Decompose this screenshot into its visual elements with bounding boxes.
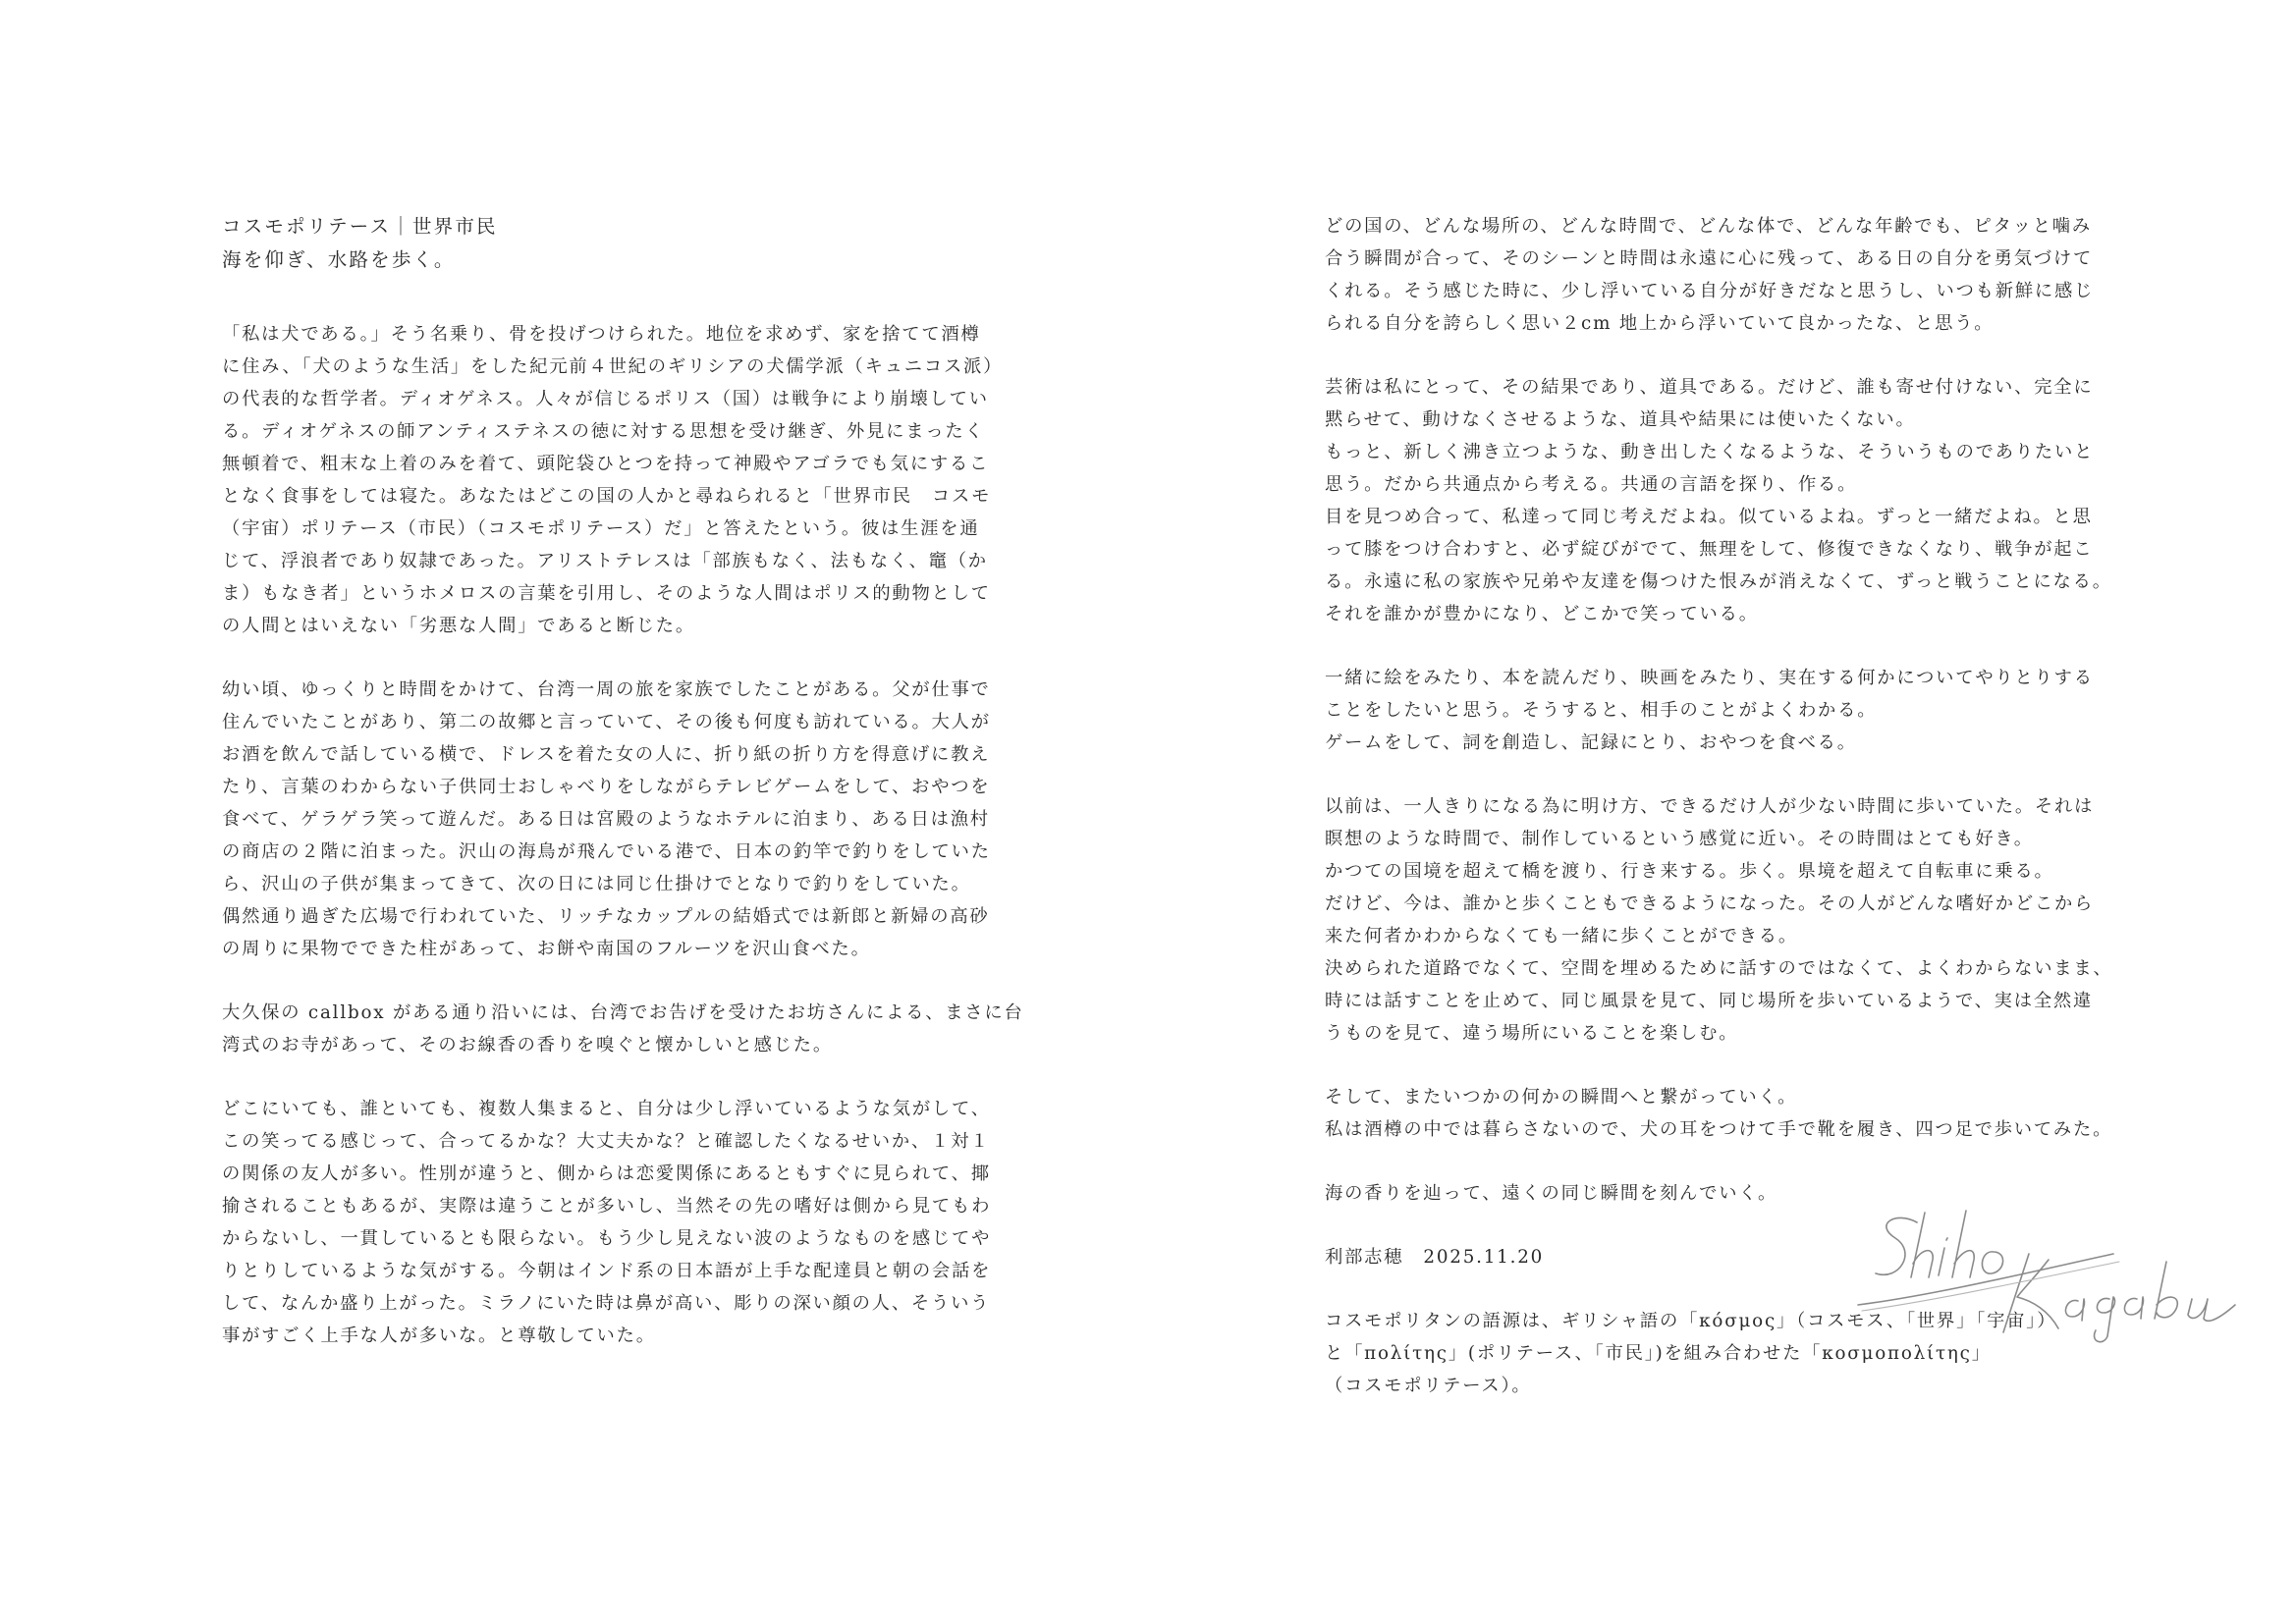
text-line: ゲームをして、詞を創造し、記録にとり、おやつを食べる。 <box>1325 732 1857 753</box>
text-line: それを誰かが豊かになり、どこかで笑っている。 <box>1325 604 1759 624</box>
paragraph-art <box>1325 371 2112 630</box>
text-line: 目を見つめ合って、私達って同じ考えだよね。似ているよね。ずっと一緒だよね。と思 <box>1325 507 2093 527</box>
text-line: お酒を飲んで話している横で、ドレスを着た女の人に、折り紙の折り方を得意げに教え <box>222 744 991 765</box>
spacer <box>222 642 968 674</box>
spacer <box>222 1061 968 1093</box>
text-line: からないし、一貫しているとも限らない。もう少し見えない波のようなものを感じてや <box>222 1228 992 1249</box>
text-line: 偶然通り過ぎた広場で行われていた、リッチなカップルの結婚式では新郎と新婦の高砂 <box>222 906 990 927</box>
text-line: （宇宙）ポリテース（市民）（コスモポリテース）だ」と答えたという。彼は生涯を通 <box>222 518 980 539</box>
left-page <box>222 210 1024 1352</box>
text-line: る。永遠に私の家族や兄弟や友達を傷つけた恨みが消えなくて、ずっと戦うことになる。 <box>1325 571 2112 592</box>
paragraph-friends <box>222 1093 992 1352</box>
text-line: となく食事をしては寝た。あなたはどこの国の人かと尋ねられると「世界市民 コスモ <box>222 486 992 507</box>
spacer <box>1325 1050 2071 1081</box>
text-line: 以前は、一人きりになる為に明け方、できるだけ人が少ない時間に歩いていた。それは <box>1325 796 2095 817</box>
text-line: 時には話すことを止めて、同じ風景を見て、同じ場所を歩いているようで、実は全然違 <box>1325 991 2094 1011</box>
text-line: くれる。そう感じた時に、少し浮いている自分が好きだなと思うし、いつも新鮮に感じ <box>1325 281 2095 301</box>
spacer <box>1325 340 2071 371</box>
text-line: 瞑想のような時間で、制作しているという感覚に近い。その時間はとても好き。 <box>1325 829 2034 849</box>
text-line: 湾式のお寺があって、そのお線香の香りを嗅ぐと懐かしいと感じた。 <box>222 1035 833 1055</box>
text-line: の商店の２階に泊まった。沢山の海鳥が飛んでいる港で、日本の釣竿で釣りをしていた <box>222 841 991 862</box>
text-line: 合う瞬間が合って、そのシーンと時間は永遠に心に残って、ある日の自分を勇気づけて <box>1325 248 2094 269</box>
text-line: たり、言葉のわからない子供同士おしゃべりをしながらテレビゲームをして、おやつを <box>222 777 991 797</box>
spacer <box>222 277 968 318</box>
text-line: る。ディオゲネスの師アンティステネスの徳に対する思想を受け継ぎ、外見にまったく <box>222 421 985 442</box>
paragraph-together <box>1325 662 2094 759</box>
text-line: どの国の、どんな場所の、どんな時間で、どんな体で、どんな年齢でも、ピタッと噛み <box>1325 216 2092 237</box>
text-line: りとりしているような気がする。今朝はインド系の日本語が上手な配達員と朝の会話を <box>222 1261 992 1281</box>
text-line: この笑ってる感じって、合ってるかな？大丈夫かな？と確認したくなるせいか、１対１ <box>222 1131 991 1152</box>
text-line: の周りに果物でできた柱があって、お餅や南国のフルーツを沢山食べた。 <box>222 939 871 959</box>
text-line: 「私は犬である。」そう名乗り、骨を投げつけられた。地位を求めず、家を捨てて酒樽 <box>222 324 981 345</box>
text-line: コスモポリタンの語源は、ギリシャ語の「κόσμος」（コスモス、「世界」「宇宙」） <box>1325 1311 2057 1331</box>
text-line: どこにいても、誰といても、複数人集まると、自分は少し浮いているような気がして、 <box>222 1099 991 1119</box>
text-line: 海の香りを辿って、遠くの同じ瞬間を刻んでいく。 <box>1325 1183 1778 1204</box>
text-line: の代表的な哲学者。ディオゲネス。人々が信じるポリス（国）は戦争により崩壊してい <box>222 389 989 409</box>
handwritten-signature <box>1856 1203 2239 1335</box>
text-line: と「πολίτης」(ポリテース、「市民」)を組み合わせた「κοσμοπολίτης」 <box>1325 1343 1992 1364</box>
text-line: だけど、今は、誰かと歩くこともできるようになった。その人がどんな嗜好かどこから <box>1325 893 2095 914</box>
paragraph-diogenes <box>222 318 1004 642</box>
spacer <box>1325 1146 2071 1177</box>
text-line: 黙らせて、動けなくさせるような、道具や結果には使いたくない。 <box>1325 409 1916 430</box>
text-line: （コスモポリテース）。 <box>1325 1376 1532 1396</box>
text-line: 事がすごく上手な人が多いな。と尊敬していた。 <box>222 1325 656 1346</box>
page-title: コスモポリテース｜世界市民 <box>222 215 498 238</box>
signature-drawing <box>1856 1203 2239 1335</box>
text-line: ら、沢山の子供が集まってきて、次の日には同じ仕掛けでとなりで釣りをしていた。 <box>222 874 971 894</box>
text-line: 揄されることもあるが、実際は違うことが多いし、当然その先の嗜好は側から見てもわ <box>222 1196 992 1217</box>
paragraph-taiwan <box>222 674 991 965</box>
text-line: られる自分を誇らしく思い２cm 地上から浮いていて良かったな、と思う。 <box>1325 313 1995 334</box>
text-line: もっと、新しく沸き立つような、動き出したくなるような、そういうものでありたいと <box>1325 442 2095 462</box>
text-line: うものを見て、違う場所にいることを楽しむ。 <box>1325 1023 1739 1044</box>
text-line: かつての国境を超えて橋を渡り、行き来する。歩く。県境を超えて自転車に乗る。 <box>1325 861 2054 882</box>
text-line: 私は酒樽の中では暮らさないので、犬の耳をつけて手で靴を履き、四つ足で歩いてみた。 <box>1325 1119 2113 1140</box>
text-line: 無頓着で、粗末な上着のみを着て、頭陀袋ひとつを持って神殿やアゴラでも気にするこ <box>222 454 990 474</box>
text-line: 来た何者かわからなくても一緒に歩くことができる。 <box>1325 926 1798 947</box>
page-subtitle: 海を仰ぎ、水路を歩く。 <box>222 248 456 271</box>
spacer <box>1325 630 2071 662</box>
paragraph-connect <box>1325 1081 2113 1146</box>
paragraph-walking <box>1325 790 2113 1050</box>
paragraph-okubo <box>222 997 1024 1061</box>
text-line: じて、浮浪者であり奴隷であった。アリストテレスは「部族もなく、法もなく、竈（か <box>222 551 988 571</box>
text-line: 思う。だから共通点から考える。共通の言語を探り、作る。 <box>1325 474 1858 495</box>
author-date-line: 利部志穂 2025.11.20 <box>1325 1247 1545 1268</box>
text-line: ま）もなき者」というホメロスの言葉を引用し、そのような人間はポリス的動物として <box>222 583 991 604</box>
text-line: 決められた道路でなくて、空間を埋めるために話すのではなくて、よくわからないまま、 <box>1325 958 2113 979</box>
text-line: 住んでいたことがあり、第二の故郷と言っていて、その後も何度も訪れている。大人が <box>222 712 991 732</box>
text-line: 大久保の callbox がある通り沿いには、台湾でお告げを受けたお坊さんによる、まさに台 <box>222 1002 1024 1023</box>
text-line: 食べて、ゲラゲラ笑って遊んだ。ある日は宮殿のようなホテルに泊まり、ある日は漁村 <box>222 809 990 830</box>
paragraph-moment <box>1325 210 2095 340</box>
text-line: そして、またいつかの何かの瞬間へと繋がっていく。 <box>1325 1087 1798 1108</box>
text-line: 一緒に絵をみたり、本を読んだり、映画をみたり、実在する何かについてやりとりする <box>1325 668 2094 688</box>
text-line: に住み、「犬のような生活」をした紀元前４世紀のギリシアの犬儒学派（キュニコス派） <box>222 356 1004 377</box>
text-line: 芸術は私にとって、その結果であり、道具である。だけど、誰も寄せ付けない、完全に <box>1325 377 2094 398</box>
spacer <box>1325 759 2071 790</box>
text-line: って膝をつけ合わすと、必ず綻びがでて、無理をして、修復できなくなり、戦争が起こ <box>1325 539 2094 560</box>
text-line: ことをしたいと思う。そうすると、相手のことがよくわかる。 <box>1325 700 1878 721</box>
text-line: の人間とはいえない「劣悪な人間」であると断じた。 <box>222 616 695 636</box>
text-line: して、なんか盛り上がった。ミラノにいた時は鼻が高い、彫りの深い顔の人、そういう <box>222 1293 991 1314</box>
text-line: 幼い頃、ゆっくりと時間をかけて、台湾一周の旅を家族でしたことがある。父が仕事で <box>222 679 991 700</box>
spacer <box>222 965 968 997</box>
text-line: の関係の友人が多い。性別が違うと、側からは恋愛関係にあるともすぐに見られて、揶 <box>222 1163 991 1184</box>
